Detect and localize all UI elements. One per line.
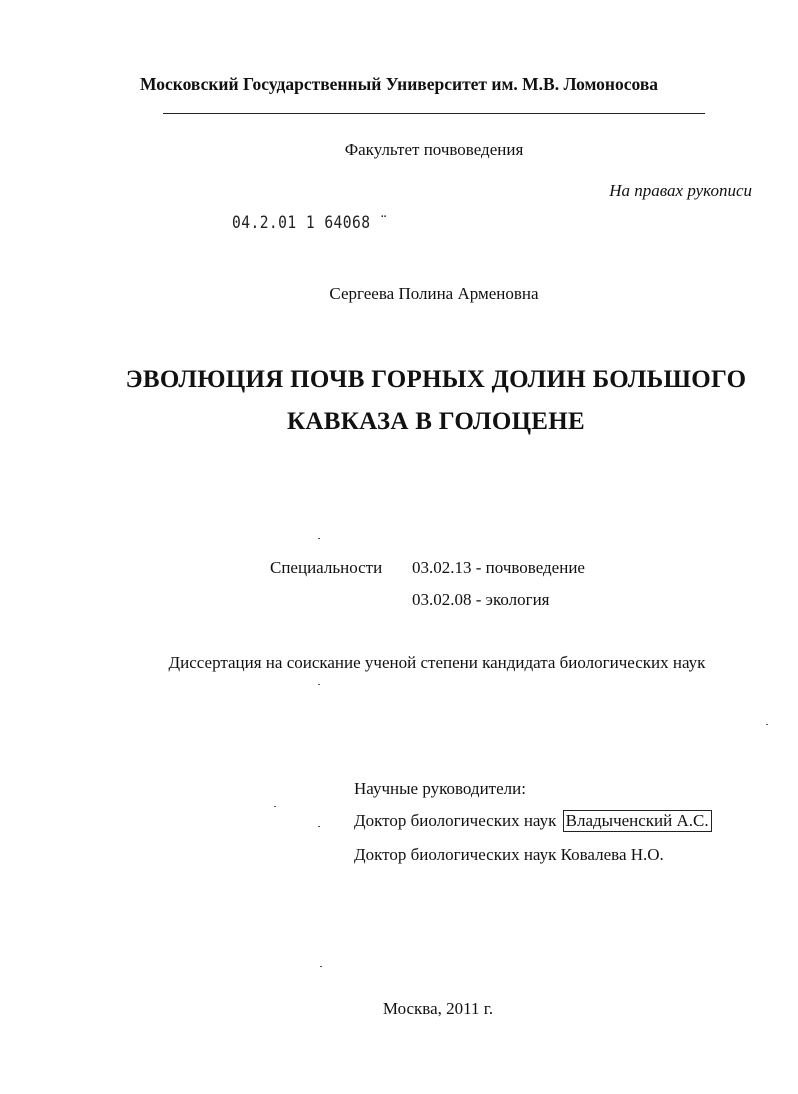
header-divider <box>163 113 705 114</box>
university-name: Московский Государственный Университет им. М.В. Ломоносова <box>139 74 659 94</box>
manuscript-note: На правах рукописи <box>609 181 752 200</box>
degree-statement: Диссертация на соискание ученой степени кандидата биологических наук <box>168 653 706 672</box>
dissertation-title-line-1: ЭВОЛЮЦИЯ ПОЧВ ГОРНЫХ ДОЛИН БОЛЬШОГО <box>125 366 747 393</box>
dissertation-title-line-2: КАВКАЗА В ГОЛОЦЕНЕ <box>286 408 586 435</box>
scan-speck <box>318 538 320 539</box>
supervisor-entry <box>354 811 712 831</box>
author-name: Сергеева Полина Арменовна <box>329 284 539 303</box>
faculty-name: Факультет почвоведения <box>344 140 524 159</box>
supervisor-name: Ковалева Н.О. <box>560 845 664 864</box>
scan-speck <box>318 684 320 685</box>
scan-speck <box>318 826 320 827</box>
scan-speck <box>320 966 322 967</box>
place-and-year: Москва, 2011 г. <box>382 999 494 1018</box>
scan-speck <box>766 724 768 725</box>
supervisor-degree: Доктор биологических наук <box>354 845 557 864</box>
scan-speck <box>274 806 276 807</box>
supervisor-name-boxed: Владыченский А.С. <box>563 810 712 832</box>
supervisor-entry <box>354 845 664 865</box>
specialty-item: 03.02.08 - экология <box>412 590 550 609</box>
registration-stamp: 04.2.01 1 64068 ̈ <box>232 213 380 233</box>
specialties-label: Специальности <box>270 558 383 577</box>
supervisors-heading: Научные руководители: <box>354 779 526 798</box>
supervisor-degree: Доктор биологических наук <box>354 811 557 830</box>
specialty-item: 03.02.13 - почвоведение <box>412 558 585 577</box>
